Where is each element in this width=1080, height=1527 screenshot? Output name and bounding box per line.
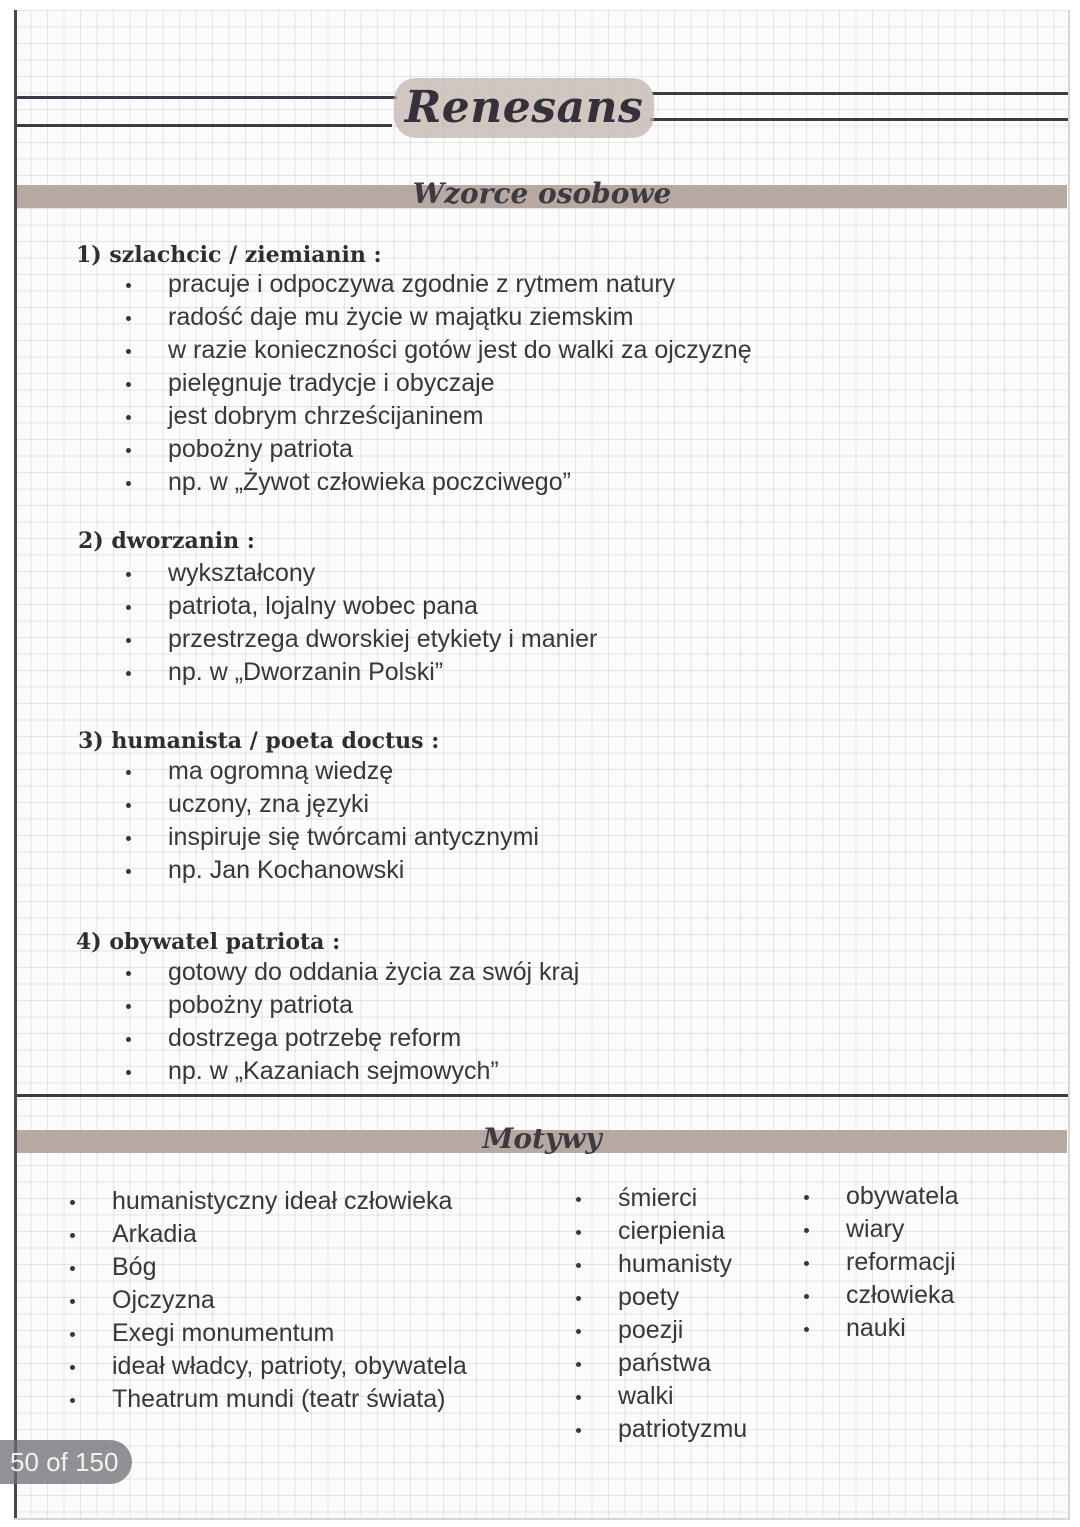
bullet-icon [804, 1327, 809, 1332]
list-item: np. w „Żywot człowieka poczciwego” [126, 466, 752, 499]
list-item: obywatela [804, 1180, 959, 1213]
list-item: cierpienia [576, 1215, 747, 1248]
list-item: państwa [576, 1347, 747, 1380]
bullet-icon [126, 415, 131, 420]
list-item: człowieka [804, 1279, 959, 1312]
list-item: pobożny patriota [126, 433, 752, 466]
bullet-icon [804, 1261, 809, 1266]
bullet-icon [576, 1230, 581, 1235]
bullet-icon [576, 1329, 581, 1334]
bullet-icon [576, 1296, 581, 1301]
title-rule-right-bottom [650, 118, 1068, 121]
list-obywatel [126, 956, 579, 1088]
bullet-icon [576, 1395, 581, 1400]
list-item: pielęgnuje tradycje i obyczaje [126, 367, 752, 400]
bullet-icon [70, 1266, 75, 1271]
bullet-icon [126, 481, 131, 486]
bullet-icon [126, 1037, 131, 1042]
list-item: ideał władcy, patrioty, obywatela [70, 1350, 467, 1383]
section-title-wzorce: Wzorce osobowe [412, 177, 672, 210]
list-item: patriota, lojalny wobec pana [126, 590, 597, 623]
list-dworzanin [126, 557, 597, 689]
group-heading-humanista: 3) humanista / poeta doctus : [78, 728, 440, 754]
bullet-icon [126, 349, 131, 354]
list-item: walki [576, 1380, 747, 1413]
bullet-icon [126, 770, 131, 775]
list-item: przestrzega dworskiej etykiety i manier [126, 623, 597, 656]
list-item: humanistyczny ideał człowieka [70, 1185, 467, 1218]
group-heading-obywatel: 4) obywatel patriota : [76, 929, 341, 955]
title-rule-left-top [17, 96, 397, 99]
notebook-page [14, 10, 1070, 1520]
list-item: jest dobrym chrześcijaninem [126, 400, 752, 433]
section-divider [17, 1094, 1068, 1097]
bullet-icon [70, 1200, 75, 1205]
list-item: Bóg [70, 1251, 467, 1284]
list-item: wiary [804, 1213, 959, 1246]
bullet-icon [576, 1428, 581, 1433]
list-item: np. Jan Kochanowski [126, 854, 539, 887]
page-indicator: 50 of 150 [0, 1440, 132, 1484]
bullet-icon [70, 1332, 75, 1337]
bullet-icon [126, 605, 131, 610]
list-item: uczony, zna języki [126, 788, 539, 821]
bullet-icon [126, 572, 131, 577]
group-heading-dworzanin: 2) dworzanin : [78, 528, 255, 554]
list-item: reformacji [804, 1246, 959, 1279]
bullet-icon [126, 638, 131, 643]
bullet-icon [804, 1195, 809, 1200]
bullet-icon [70, 1299, 75, 1304]
list-item: humanisty [576, 1248, 747, 1281]
bullet-icon [804, 1294, 809, 1299]
list-item: radość daje mu życie w majątku ziemskim [126, 301, 752, 334]
group-heading-szlachcic: 1) szlachcic / ziemianin : [76, 242, 382, 268]
motywy-column-2 [576, 1182, 747, 1446]
bullet-icon [804, 1228, 809, 1233]
list-item: np. w „Kazaniach sejmowych” [126, 1055, 579, 1088]
bullet-icon [126, 1004, 131, 1009]
bullet-icon [126, 283, 131, 288]
list-item: wykształcony [126, 557, 597, 590]
list-item: patriotyzmu [576, 1413, 747, 1446]
section-band-wzorce [17, 177, 1067, 210]
list-item: poezji [576, 1314, 747, 1347]
bullet-icon [126, 448, 131, 453]
list-humanista [126, 755, 539, 887]
title-rule-left-bottom [17, 124, 392, 127]
bullet-icon [576, 1197, 581, 1202]
list-item: inspiruje się twórcami antycznymi [126, 821, 539, 854]
list-szlachcic [126, 268, 752, 499]
list-item: poety [576, 1281, 747, 1314]
list-item: gotowy do oddania życia za swój kraj [126, 956, 579, 989]
list-item: pracuje i odpoczywa zgodnie z rytmem natury [126, 268, 752, 301]
list-item: ma ogromną wiedzę [126, 755, 539, 788]
bullet-icon [70, 1365, 75, 1370]
list-item: nauki [804, 1312, 959, 1345]
bullet-icon [126, 836, 131, 841]
list-item: dostrzega potrzebę reform [126, 1022, 579, 1055]
bullet-icon [70, 1233, 75, 1238]
page-title: Renesans [394, 78, 654, 138]
bullet-icon [126, 671, 131, 676]
list-item: Ojczyzna [70, 1284, 467, 1317]
list-item: Exegi monumentum [70, 1317, 467, 1350]
bullet-icon [576, 1362, 581, 1367]
motywy-column-1 [70, 1185, 467, 1416]
bullet-icon [126, 316, 131, 321]
bullet-icon [126, 971, 131, 976]
bullet-icon [70, 1398, 75, 1403]
left-border-line [14, 10, 17, 1518]
list-item: Theatrum mundi (teatr świata) [70, 1383, 467, 1416]
list-item: np. w „Dworzanin Polski” [126, 656, 597, 689]
list-item: w razie konieczności gotów jest do walki za ojczyznę [126, 334, 752, 367]
bullet-icon [126, 1070, 131, 1075]
list-item: śmierci [576, 1182, 747, 1215]
title-rule-right-top [652, 92, 1068, 95]
list-item: pobożny patriota [126, 989, 579, 1022]
section-band-motywy [17, 1122, 1067, 1155]
list-item: Arkadia [70, 1218, 467, 1251]
bullet-icon [126, 869, 131, 874]
bullet-icon [126, 803, 131, 808]
motywy-column-3 [804, 1180, 959, 1345]
bullet-icon [126, 382, 131, 387]
section-title-motywy: Motywy [482, 1122, 602, 1155]
bullet-icon [576, 1263, 581, 1268]
